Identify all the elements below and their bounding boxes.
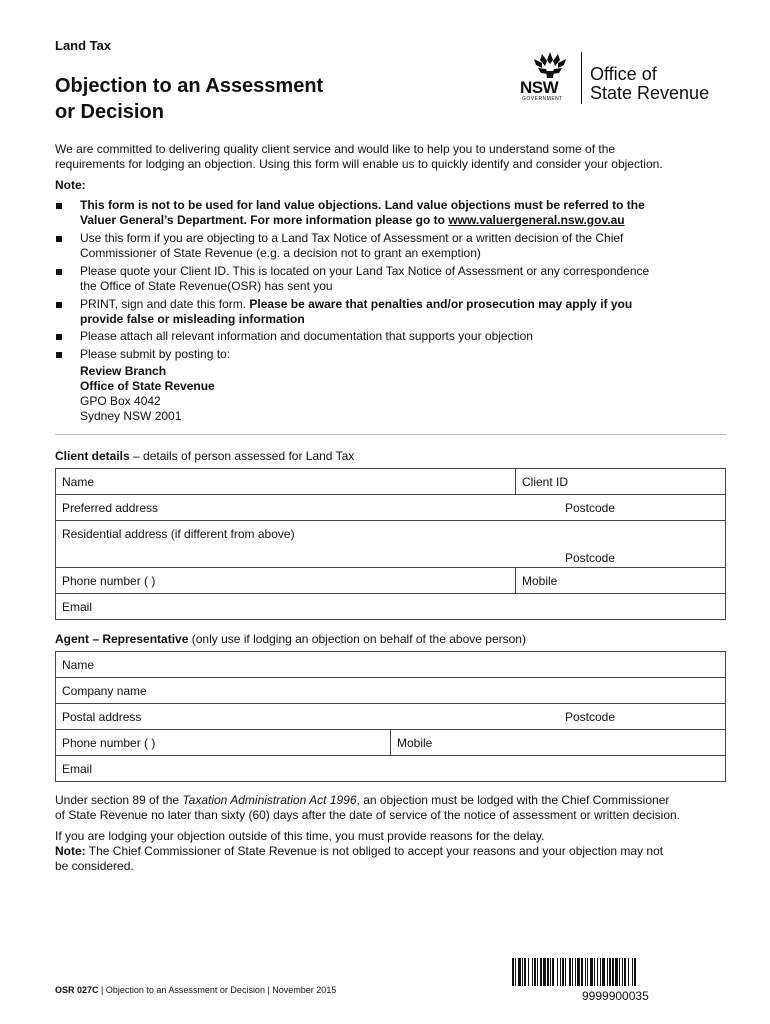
form-footer: OSR 027C | Objection to an Assessment or Decision | November 2015 [55, 985, 337, 995]
agent-name-field[interactable]: Name [56, 652, 726, 678]
client-mobile-field[interactable]: Mobile [516, 568, 726, 594]
client-phone-field[interactable]: Phone number ( ) [56, 568, 516, 594]
bullet-icon [56, 352, 62, 358]
postal-address: Review Branch Office of State Revenue GPO Box 4042 Sydney NSW 2001 [80, 364, 215, 423]
bullet-land-value: This form is not to be used for land value objections. Land value objections must be referred to the Valuer General’s Department. For more information please go to www.valuergeneral.nsw.gov.au [80, 198, 645, 227]
bullet-icon [56, 203, 62, 209]
bullet-icon [56, 236, 62, 242]
valuer-general-link[interactable]: www.valuergeneral.nsw.gov.au [448, 213, 625, 227]
client-id-field[interactable]: Client ID [516, 469, 726, 495]
client-name-field[interactable]: Name [56, 469, 516, 495]
bullet-client-id: Please quote your Client ID. This is located on your Land Tax Notice of Assessment or any correspondence the Office of State Revenue(OSR) has sent you [80, 264, 650, 293]
logo-divider [581, 52, 582, 104]
logo-office-name: Office of State Revenue [590, 64, 710, 103]
bullet-icon [56, 302, 62, 308]
logo-government-text: GOVERNMENT [522, 96, 563, 102]
barcode-number: 9999900035 [582, 989, 649, 1003]
page-title: Objection to an Assessment or Decision [55, 75, 324, 123]
agent-heading: Agent – Representative (only use if lodging an objection on behalf of the above person) [55, 632, 526, 646]
agent-email-field[interactable]: Email [56, 756, 726, 782]
agent-mobile-field[interactable]: Mobile [391, 730, 726, 756]
logo-nsw-text: NSW [520, 78, 559, 97]
late-objection-text: If you are lodging your objection outside of this time, you must provide reasons for the delay. Note: The Chief Commissioner of State Revenue is not obliged to accept your reasons and your objection may not be considered. [55, 829, 664, 873]
note-label: Note: [55, 178, 86, 192]
agent-details-table [55, 651, 726, 782]
bullet-print-sign: PRINT, sign and date this form. Please be aware that penalties and/or prosecution may apply if you provide false or misleading information [80, 297, 633, 326]
bullet-use-form: Use this form if you are objecting to a Land Tax Notice of Assessment or a written decision of the Chief Commissioner of State Revenue (e.g. a decision not to grant an exemption) [80, 231, 624, 260]
agent-postal-address-field[interactable]: Postal address Postcode [56, 704, 726, 730]
waratah-icon [528, 50, 572, 80]
intro-text: We are committed to delivering quality client service and would like to help you to understand some of the requirements for lodging an objection. Using this form will enable us to quickly identify and consider your objection. [55, 142, 663, 171]
client-details-table [55, 468, 726, 620]
osr-logo [520, 48, 730, 106]
bullet-icon [56, 334, 62, 340]
barcode-image [512, 958, 726, 986]
client-details-heading: Client details – details of person assessed for Land Tax [55, 449, 355, 463]
bullet-icon [56, 269, 62, 275]
form-category: Land Tax [55, 38, 112, 53]
section-divider [55, 434, 726, 435]
bullet-attach: Please attach all relevant information and documentation that supports your objection [80, 329, 533, 343]
preferred-address-field[interactable]: Preferred address Postcode [56, 495, 726, 521]
legal-deadline-text: Under section 89 of the Taxation Administration Act 1996, an objection must be lodged with the Chief Commissioner of State Revenue no later than sixty (60) days after the date of service of the notice of assessment or written decision. [55, 793, 680, 822]
agent-company-field[interactable]: Company name [56, 678, 726, 704]
agent-phone-field[interactable]: Phone number ( ) [56, 730, 391, 756]
residential-address-field[interactable]: Residential address (if different from above) Postcode [56, 521, 726, 568]
bullet-submit: Please submit by posting to: [80, 347, 231, 361]
client-email-field[interactable]: Email [56, 594, 726, 620]
